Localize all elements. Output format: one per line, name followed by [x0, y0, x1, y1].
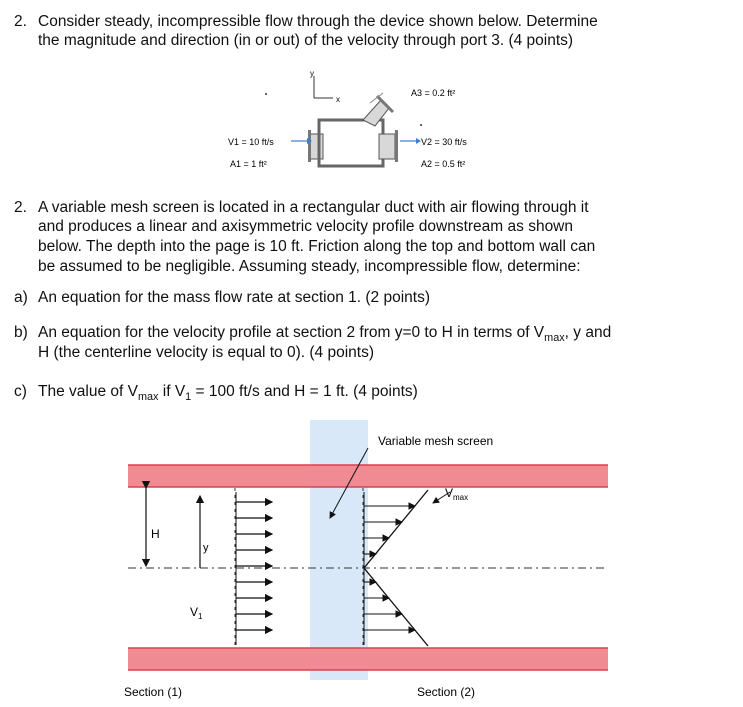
duct-figure [110, 420, 620, 705]
part-c-text: The value of $V_{max}$ if $V_1 = 100$ ft/s and H = 1 ft. (4 points) [38, 383, 418, 404]
section2-label: Section (2) [417, 685, 476, 699]
q2-text-line: and produces a linear and axisymmetric velocity profile downstream as shown [38, 218, 573, 235]
q1-text-line1: Consider steady, incompressible flow through the device shown below. Determine [38, 13, 598, 30]
fig1-v2-label: V2 = 30 ft/s [421, 137, 467, 147]
fig1-a2-label: A2 = 0.5 ft² [421, 159, 466, 169]
fig1-axis-y: y [310, 69, 314, 78]
bottom-wall [128, 648, 608, 670]
h-label: H [151, 527, 160, 541]
screen-label: Variable mesh screen [378, 434, 494, 448]
fig1-a3-label: A3 = 0.2 ft² [411, 88, 456, 98]
top-wall [128, 465, 608, 487]
part-b-text-line2: H (the centerline velocity is equal to 0). (4 points) [38, 344, 374, 361]
y-label: y [203, 542, 209, 554]
q2-text-line: below. The depth into the page is 10 ft. Friction along the top and bottom wall can [38, 238, 596, 255]
part-b-label: b) [14, 324, 28, 341]
q2-text-line: A variable mesh screen is located in a rectangular duct with air flowing through it [38, 199, 589, 216]
device-figure [225, 66, 505, 176]
v1-label: $V_1$ [190, 605, 203, 621]
part-b-text-line1: An equation for the velocity profile at section 2 from y=0 to H in terms of $V_{max}$, y and [38, 324, 612, 345]
vmax-label: $V_{max}$ [445, 486, 469, 502]
fig1-a1-label: A1 = 1 ft² [230, 159, 267, 169]
q2-number: 2. [14, 199, 27, 216]
part-a-label: a) [14, 289, 28, 306]
fig1-v1-label: V1 = 10 ft/s [228, 137, 274, 147]
q2-text-line: be assumed to be negligible. Assuming steady, incompressible flow, determine: [38, 258, 581, 275]
part-a-text: An equation for the mass flow rate at section 1. (2 points) [38, 289, 431, 306]
mesh-screen [310, 420, 368, 680]
q1-text-line2: the magnitude and direction (in or out) of the velocity through port 3. (4 points) [38, 32, 574, 49]
fig1-axis-x: x [336, 95, 340, 104]
section1-label: Section (1) [124, 685, 183, 699]
q1-number: 2. [14, 13, 27, 30]
part-c-label: c) [14, 383, 27, 400]
